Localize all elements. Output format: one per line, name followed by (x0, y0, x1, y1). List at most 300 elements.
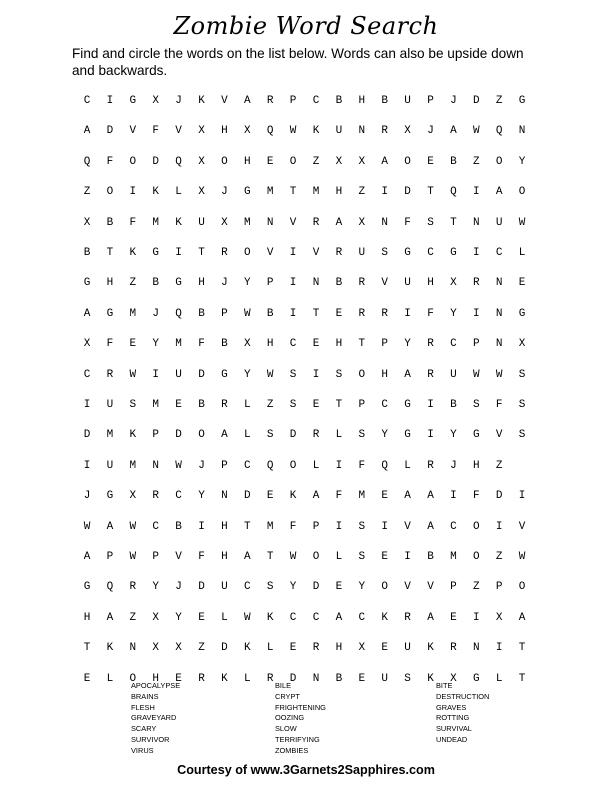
grid-letter[interactable]: M (266, 520, 274, 533)
grid-letter[interactable]: J (175, 95, 182, 107)
grid-letter[interactable]: W (129, 520, 137, 533)
grid-letter[interactable]: X (152, 611, 159, 624)
grid-letter[interactable]: I (472, 611, 480, 624)
grid-letter[interactable]: E (335, 581, 343, 594)
grid-letter[interactable]: V (129, 125, 137, 138)
grid-letter[interactable]: D (198, 368, 205, 381)
grid-letter[interactable]: X (450, 672, 457, 685)
grid-letter[interactable]: H (243, 155, 251, 168)
grid-letter[interactable]: J (83, 490, 91, 503)
grid-letter[interactable]: O (221, 155, 228, 168)
grid-letter[interactable]: Y (243, 368, 251, 381)
grid-letter[interactable]: A (312, 490, 320, 503)
grid-letter[interactable]: L (106, 672, 114, 685)
grid-letter[interactable]: L (495, 672, 503, 685)
grid-letter[interactable]: L (335, 551, 343, 563)
grid-letter[interactable]: Q (266, 125, 274, 138)
grid-letter[interactable]: E (381, 490, 388, 503)
grid-letter[interactable]: A (404, 490, 411, 503)
grid-letter[interactable]: K (427, 642, 434, 655)
grid-letter[interactable]: X (358, 155, 366, 168)
grid-letter[interactable]: H (266, 338, 274, 351)
grid-letter[interactable]: M (129, 307, 137, 320)
grid-letter[interactable]: O (106, 186, 114, 199)
grid-letter[interactable]: V (289, 216, 297, 229)
grid-letter[interactable]: H (152, 672, 159, 685)
grid-letter[interactable]: Y (289, 581, 297, 594)
grid-letter[interactable]: Y (175, 611, 182, 624)
grid-letter[interactable]: E (450, 611, 457, 624)
grid-letter[interactable]: O (518, 581, 526, 594)
grid-letter[interactable]: Z (495, 551, 503, 563)
grid-letter[interactable]: N (312, 277, 320, 290)
grid-letter[interactable]: T (312, 307, 320, 320)
grid-letter[interactable]: A (404, 368, 411, 381)
grid-letter[interactable]: R (335, 247, 343, 259)
grid-letter[interactable]: I (518, 490, 526, 503)
grid-letter[interactable]: C (152, 520, 159, 533)
grid-letter[interactable]: W (495, 368, 503, 381)
grid-letter[interactable]: I (289, 277, 297, 290)
grid-letter[interactable]: P (358, 399, 366, 411)
grid-letter[interactable]: P (427, 95, 434, 107)
grid-letter[interactable]: G (106, 307, 114, 320)
grid-letter[interactable]: C (450, 520, 457, 533)
grid-letter[interactable]: H (221, 520, 228, 533)
grid-letter[interactable]: L (266, 642, 274, 655)
grid-letter[interactable]: P (266, 277, 274, 290)
grid-letter[interactable]: X (358, 642, 366, 655)
grid-letter[interactable]: Y (518, 155, 526, 168)
grid-letter[interactable]: K (152, 186, 159, 199)
grid-letter[interactable]: S (404, 672, 411, 685)
grid-letter[interactable]: M (450, 551, 457, 563)
grid-letter[interactable]: X (358, 216, 366, 229)
grid-letter[interactable]: K (427, 672, 434, 685)
grid-letter[interactable]: K (129, 247, 137, 259)
grid-letter[interactable]: I (175, 247, 182, 259)
grid-letter[interactable]: X (129, 490, 137, 503)
grid-letter[interactable]: R (358, 277, 366, 290)
grid-letter[interactable]: X (198, 125, 205, 138)
grid-letter[interactable]: Z (495, 459, 503, 472)
grid-letter[interactable]: H (472, 459, 480, 472)
grid-letter[interactable]: E (129, 338, 137, 351)
grid-letter[interactable]: E (312, 399, 320, 411)
grid-letter[interactable]: P (221, 307, 228, 320)
grid-letter[interactable]: L (243, 399, 251, 411)
grid-letter[interactable]: Z (129, 277, 137, 290)
grid-letter[interactable]: M (106, 429, 114, 442)
grid-letter[interactable]: F (106, 338, 114, 351)
grid-letter[interactable]: I (129, 186, 137, 199)
grid-letter[interactable]: O (198, 429, 205, 442)
grid-letter[interactable]: F (289, 520, 297, 533)
grid-letter[interactable]: F (106, 155, 114, 168)
grid-letter[interactable]: T (83, 642, 91, 655)
grid-letter[interactable]: K (129, 429, 137, 442)
grid-letter[interactable]: K (381, 611, 388, 624)
grid-letter[interactable]: S (129, 399, 137, 411)
grid-letter[interactable]: C (243, 581, 251, 594)
grid-letter[interactable]: N (495, 277, 503, 290)
grid-letter[interactable]: W (266, 368, 274, 381)
grid-letter[interactable]: I (335, 520, 343, 533)
grid-letter[interactable]: E (381, 551, 388, 563)
grid-letter[interactable]: N (312, 672, 320, 685)
grid-letter[interactable]: A (106, 611, 114, 624)
grid-letter[interactable]: S (518, 399, 526, 411)
grid-letter[interactable]: B (335, 672, 343, 685)
grid-letter[interactable]: L (175, 186, 182, 199)
grid-letter[interactable]: O (472, 551, 480, 563)
grid-letter[interactable]: Y (152, 338, 159, 351)
grid-letter[interactable]: I (472, 186, 480, 199)
grid-letter[interactable]: O (312, 551, 320, 563)
grid-letter[interactable]: R (450, 642, 457, 655)
grid-letter[interactable]: A (83, 551, 91, 563)
grid-letter[interactable]: A (335, 611, 343, 624)
grid-letter[interactable]: S (518, 429, 526, 442)
grid-letter[interactable]: I (152, 368, 159, 381)
grid-letter[interactable]: T (266, 551, 274, 563)
grid-letter[interactable]: F (198, 338, 205, 351)
grid-letter[interactable]: H (335, 642, 343, 655)
grid-letter[interactable]: G (404, 399, 411, 411)
grid-letter[interactable]: E (358, 672, 366, 685)
grid-letter[interactable]: W (518, 216, 526, 229)
grid-letter[interactable]: R (358, 307, 366, 320)
grid-letter[interactable]: T (450, 216, 457, 229)
grid-letter[interactable]: A (381, 155, 388, 168)
grid-letter[interactable]: A (427, 611, 434, 624)
grid-letter[interactable]: K (312, 125, 320, 138)
grid-letter[interactable]: C (427, 247, 434, 259)
grid-letter[interactable]: R (427, 368, 434, 381)
grid-letter[interactable]: R (312, 642, 320, 655)
grid-letter[interactable]: U (198, 216, 205, 229)
grid-letter[interactable]: F (335, 490, 343, 503)
grid-letter[interactable]: A (83, 307, 91, 320)
grid-letter[interactable]: H (198, 277, 205, 290)
grid-letter[interactable]: F (198, 551, 205, 563)
grid-letter[interactable]: W (518, 551, 526, 563)
grid-letter[interactable]: R (266, 95, 274, 107)
grid-letter[interactable]: W (472, 368, 480, 381)
grid-letter[interactable]: N (129, 642, 137, 655)
grid-letter[interactable]: G (450, 247, 457, 259)
grid-letter[interactable]: S (518, 368, 526, 381)
grid-letter[interactable]: F (427, 307, 434, 320)
grid-letter[interactable]: J (427, 125, 434, 138)
grid-letter[interactable]: B (83, 247, 91, 259)
grid-letter[interactable]: B (198, 307, 205, 320)
grid-letter[interactable]: R (266, 672, 274, 685)
grid-letter[interactable]: B (335, 95, 343, 107)
grid-letter[interactable]: V (404, 581, 411, 594)
grid-letter[interactable]: T (427, 186, 434, 199)
grid-letter[interactable]: V (312, 247, 320, 259)
grid-letter[interactable]: D (83, 429, 91, 442)
grid-letter[interactable]: S (381, 247, 388, 259)
grid-letter[interactable]: Q (175, 307, 182, 320)
grid-letter[interactable]: T (243, 520, 251, 533)
grid-letter[interactable]: M (312, 186, 320, 199)
grid-letter[interactable]: I (83, 399, 91, 411)
grid-letter[interactable]: A (106, 520, 114, 533)
grid-letter[interactable]: N (221, 490, 228, 503)
grid-letter[interactable]: C (358, 611, 366, 624)
grid-letter[interactable]: P (312, 520, 320, 533)
grid-letter[interactable]: K (106, 642, 114, 655)
grid-letter[interactable]: K (266, 611, 274, 624)
grid-letter[interactable]: C (175, 490, 182, 503)
grid-letter[interactable]: C (381, 399, 388, 411)
grid-letter[interactable]: S (266, 581, 274, 594)
grid-letter[interactable]: N (472, 216, 480, 229)
grid-letter[interactable]: O (289, 459, 297, 472)
grid-letter[interactable]: K (289, 490, 297, 503)
grid-letter[interactable]: R (472, 277, 480, 290)
grid-letter[interactable]: I (312, 368, 320, 381)
grid-letter[interactable]: D (198, 581, 205, 594)
grid-letter[interactable]: H (381, 368, 388, 381)
grid-letter[interactable]: Y (243, 277, 251, 290)
grid-letter[interactable]: I (450, 490, 457, 503)
grid-letter[interactable]: M (175, 338, 182, 351)
grid-letter[interactable]: F (152, 125, 159, 138)
grid-letter[interactable]: D (221, 642, 228, 655)
grid-letter[interactable]: C (495, 247, 503, 259)
grid-letter[interactable]: I (289, 307, 297, 320)
grid-letter[interactable]: B (266, 307, 274, 320)
grid-letter[interactable]: T (358, 338, 366, 351)
grid-letter[interactable]: U (404, 95, 411, 107)
grid-letter[interactable]: J (221, 186, 228, 199)
grid-letter[interactable]: A (335, 216, 343, 229)
grid-letter[interactable]: X (175, 642, 182, 655)
grid-letter[interactable]: I (335, 459, 343, 472)
grid-letter[interactable]: S (289, 399, 297, 411)
grid-letter[interactable]: D (106, 125, 114, 138)
grid-letter[interactable]: M (152, 216, 159, 229)
grid-letter[interactable]: B (427, 551, 434, 563)
grid-letter[interactable]: V (221, 95, 228, 107)
grid-letter[interactable]: V (518, 520, 526, 533)
grid-letter[interactable]: X (152, 642, 159, 655)
grid-letter[interactable]: H (106, 277, 114, 290)
grid-letter[interactable]: U (404, 642, 411, 655)
grid-letter[interactable]: D (243, 490, 251, 503)
grid-letter[interactable]: R (129, 581, 137, 594)
grid-letter[interactable]: F (472, 490, 480, 503)
grid-letter[interactable]: O (358, 368, 366, 381)
grid-letter[interactable]: X (450, 277, 457, 290)
grid-letter[interactable]: G (518, 307, 526, 320)
grid-letter[interactable]: A (243, 551, 251, 563)
grid-letter[interactable]: R (404, 611, 411, 624)
grid-letter[interactable]: I (472, 247, 480, 259)
grid-letter[interactable]: J (175, 581, 182, 594)
grid-letter[interactable]: I (495, 642, 503, 655)
grid-letter[interactable]: G (83, 277, 91, 290)
grid-letter[interactable]: A (495, 186, 503, 199)
grid-letter[interactable]: Y (198, 490, 205, 503)
grid-letter[interactable]: Y (450, 307, 457, 320)
grid-letter[interactable]: Z (129, 611, 137, 624)
grid-letter[interactable]: T (335, 399, 343, 411)
grid-letter[interactable]: A (450, 125, 457, 138)
grid-letter[interactable]: G (106, 490, 114, 503)
grid-letter[interactable]: R (381, 125, 388, 138)
grid-letter[interactable]: E (289, 642, 297, 655)
grid-letter[interactable]: U (450, 368, 457, 381)
grid-letter[interactable]: M (243, 216, 251, 229)
grid-letter[interactable]: Z (312, 155, 320, 168)
grid-letter[interactable]: S (266, 429, 274, 442)
grid-letter[interactable]: O (289, 155, 297, 168)
grid-letter[interactable]: E (83, 672, 91, 685)
grid-letter[interactable]: E (175, 672, 182, 685)
grid-letter[interactable]: U (404, 277, 411, 290)
grid-letter[interactable]: C (312, 95, 320, 107)
grid-letter[interactable]: X (83, 338, 91, 351)
grid-letter[interactable]: Q (106, 581, 114, 594)
grid-letter[interactable]: U (106, 399, 114, 411)
grid-letter[interactable]: S (472, 399, 480, 411)
grid-letter[interactable]: I (472, 307, 480, 320)
grid-letter[interactable]: J (198, 459, 205, 472)
grid-letter[interactable]: K (198, 95, 205, 107)
grid-letter[interactable]: U (358, 247, 366, 259)
grid-letter[interactable]: N (495, 307, 503, 320)
grid-letter[interactable]: L (335, 429, 343, 442)
grid-letter[interactable]: R (152, 490, 159, 503)
grid-letter[interactable]: G (243, 186, 251, 199)
grid-letter[interactable]: X (335, 155, 343, 168)
grid-letter[interactable]: Z (495, 95, 503, 107)
grid-letter[interactable]: J (152, 307, 159, 320)
grid-letter[interactable]: N (152, 459, 159, 472)
grid-letter[interactable]: O (518, 186, 526, 199)
grid-letter[interactable]: H (358, 95, 366, 107)
grid-letter[interactable]: E (312, 338, 320, 351)
grid-letter[interactable]: G (404, 429, 411, 442)
grid-letter[interactable]: R (312, 429, 320, 442)
grid-letter[interactable]: K (221, 672, 228, 685)
grid-letter[interactable]: V (175, 551, 182, 563)
grid-letter[interactable]: D (175, 429, 182, 442)
grid-letter[interactable]: B (152, 277, 159, 290)
grid-letter[interactable]: W (243, 307, 251, 320)
grid-letter[interactable]: G (83, 581, 91, 594)
grid-letter[interactable]: S (358, 520, 366, 533)
grid-letter[interactable]: V (427, 581, 434, 594)
grid-letter[interactable]: W (83, 520, 91, 533)
grid-letter[interactable]: F (404, 216, 411, 229)
grid-letter[interactable]: G (221, 368, 228, 381)
grid-letter[interactable]: B (198, 399, 205, 411)
grid-letter[interactable]: I (495, 520, 503, 533)
grid-letter[interactable]: W (175, 459, 182, 472)
grid-letter[interactable]: I (289, 247, 297, 259)
grid-letter[interactable]: C (83, 95, 91, 107)
grid-letter[interactable]: S (289, 368, 297, 381)
grid-letter[interactable]: G (518, 95, 526, 107)
grid-letter[interactable]: F (358, 459, 366, 472)
grid-letter[interactable]: Y (381, 429, 388, 442)
grid-letter[interactable]: P (152, 429, 159, 442)
grid-letter[interactable]: J (450, 459, 457, 472)
grid-letter[interactable]: V (495, 429, 503, 442)
grid-letter[interactable]: U (495, 216, 503, 229)
grid-letter[interactable]: H (83, 611, 91, 624)
grid-letter[interactable]: P (152, 551, 159, 563)
grid-letter[interactable]: E (381, 642, 388, 655)
grid-letter[interactable]: W (289, 551, 297, 563)
grid-letter[interactable]: R (221, 399, 228, 411)
grid-letter[interactable]: V (404, 520, 411, 533)
grid-letter[interactable]: Q (83, 155, 91, 168)
grid-letter[interactable]: X (198, 186, 205, 199)
grid-letter[interactable]: A (243, 95, 251, 107)
grid-letter[interactable]: I (427, 429, 434, 442)
grid-letter[interactable]: E (266, 490, 274, 503)
grid-letter[interactable]: I (404, 551, 411, 563)
grid-letter[interactable]: S (358, 551, 366, 563)
grid-letter[interactable]: O (381, 581, 388, 594)
grid-letter[interactable]: C (243, 459, 251, 472)
grid-letter[interactable]: E (335, 307, 343, 320)
grid-letter[interactable]: N (472, 642, 480, 655)
grid-letter[interactable]: Y (358, 581, 366, 594)
grid-letter[interactable]: H (427, 277, 434, 290)
grid-letter[interactable]: R (198, 672, 205, 685)
grid-letter[interactable]: G (152, 247, 159, 259)
grid-letter[interactable]: Q (266, 459, 274, 472)
grid-letter[interactable]: H (335, 186, 343, 199)
grid-letter[interactable]: H (335, 338, 343, 351)
grid-letter[interactable]: Z (83, 186, 91, 199)
grid-letter[interactable]: U (175, 368, 182, 381)
grid-letter[interactable]: I (381, 186, 388, 199)
grid-letter[interactable]: R (312, 216, 320, 229)
grid-letter[interactable]: E (518, 277, 526, 290)
grid-letter[interactable]: C (450, 338, 457, 351)
grid-letter[interactable]: A (83, 125, 91, 138)
grid-letter[interactable]: Z (198, 642, 205, 655)
grid-letter[interactable]: A (427, 490, 434, 503)
grid-letter[interactable]: R (381, 307, 388, 320)
grid-letter[interactable]: B (335, 277, 343, 290)
grid-letter[interactable]: D (152, 155, 159, 168)
grid-letter[interactable]: T (106, 247, 114, 259)
grid-letter[interactable]: S (358, 429, 366, 442)
grid-letter[interactable]: C (83, 368, 91, 381)
grid-letter[interactable]: Z (358, 186, 366, 199)
grid-letter[interactable]: O (243, 247, 251, 259)
grid-letter[interactable]: M (266, 186, 274, 199)
grid-letter[interactable]: D (312, 581, 320, 594)
grid-letter[interactable]: W (472, 125, 480, 138)
grid-letter[interactable]: D (404, 186, 411, 199)
grid-letter[interactable]: C (289, 611, 297, 624)
grid-letter[interactable]: L (404, 459, 411, 472)
grid-letter[interactable]: U (106, 459, 114, 472)
grid-letter[interactable]: E (266, 155, 274, 168)
grid-letter[interactable]: R (106, 368, 114, 381)
grid-letter[interactable]: V (175, 125, 182, 138)
